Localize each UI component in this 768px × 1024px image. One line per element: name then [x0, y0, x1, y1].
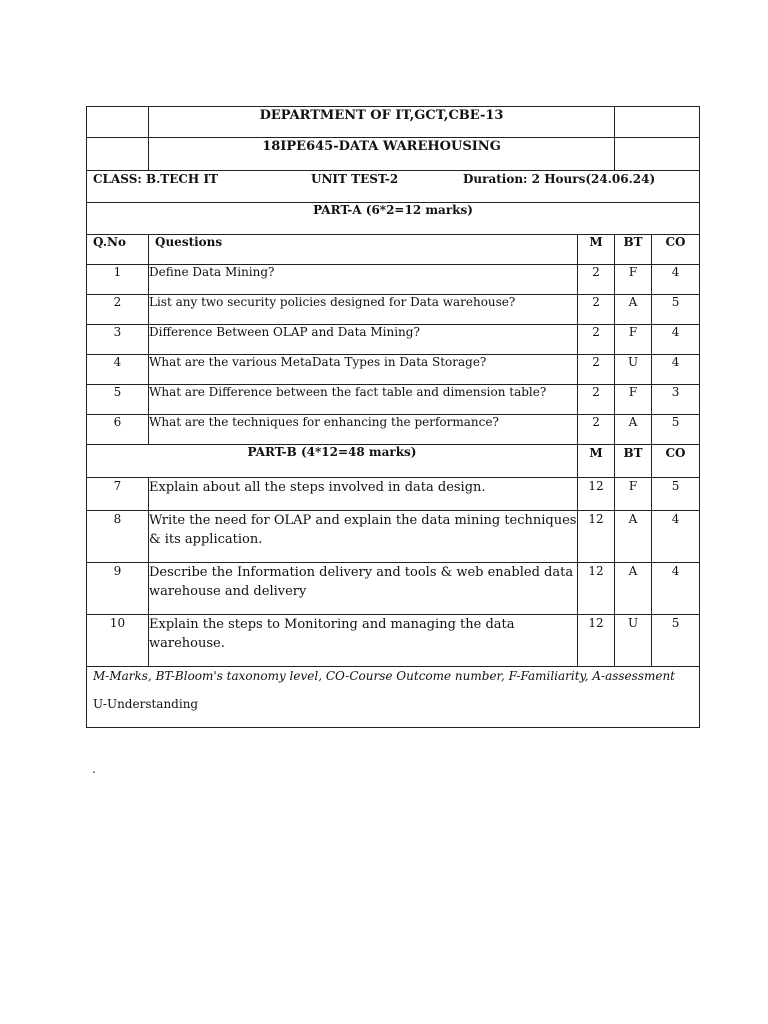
question-paper-table [86, 106, 700, 728]
marks-value: 12 [578, 563, 615, 615]
question-text: Write the need for OLAP and explain the data mining techniques & its application. [149, 511, 578, 563]
marks-value: 12 [578, 615, 615, 667]
table-row [87, 478, 700, 511]
co-value: 4 [652, 355, 700, 385]
column-header-bt: BT [615, 445, 652, 478]
empty-cell [615, 107, 700, 138]
question-number: 8 [87, 511, 149, 563]
legend-abbreviations: M-Marks, BT-Bloom's taxonomy level, CO-Course Outcome number, F-Familiarity, A-assessment [93, 669, 676, 683]
column-header-questions: Questions [149, 235, 578, 265]
column-header-qno: Q.No [87, 235, 149, 265]
class-info-cell [87, 171, 700, 203]
legend-row [87, 667, 700, 728]
class-info-row [87, 171, 700, 203]
question-text: Describe the Information delivery and tools & web enabled data warehouse and delivery [149, 563, 578, 615]
table-row [87, 511, 700, 563]
table-row [87, 325, 700, 355]
co-value: 3 [652, 385, 700, 415]
legend-understanding: U-Understanding [93, 697, 199, 711]
empty-cell [87, 138, 149, 171]
course-row [87, 138, 700, 171]
marks-value: 2 [578, 415, 615, 445]
column-header-bt: BT [615, 235, 652, 265]
table-row [87, 563, 700, 615]
column-header-m: M [578, 235, 615, 265]
marks-value: 12 [578, 478, 615, 511]
co-value: 5 [652, 295, 700, 325]
stray-period: . [92, 762, 96, 776]
part-b-title: PART-B (4*12=48 marks) [87, 445, 578, 478]
co-value: 4 [652, 563, 700, 615]
department-row [87, 107, 700, 138]
part-a-title-row [87, 203, 700, 235]
marks-value: 2 [578, 295, 615, 325]
bt-value: F [615, 265, 652, 295]
marks-value: 12 [578, 511, 615, 563]
question-number: 5 [87, 385, 149, 415]
co-value: 5 [652, 615, 700, 667]
marks-value: 2 [578, 355, 615, 385]
co-value: 5 [652, 478, 700, 511]
bt-value: F [615, 325, 652, 355]
part-a-title: PART-A (6*2=12 marks) [87, 203, 700, 235]
bt-value: U [615, 615, 652, 667]
question-number: 3 [87, 325, 149, 355]
table-row [87, 415, 700, 445]
column-header-m: M [578, 445, 615, 478]
question-text: Define Data Mining? [149, 265, 578, 295]
marks-value: 2 [578, 325, 615, 355]
department-title: DEPARTMENT OF IT,GCT,CBE-13 [149, 107, 615, 138]
table-row [87, 265, 700, 295]
course-title: 18IPE645-DATA WAREHOUSING [149, 138, 615, 171]
co-value: 4 [652, 325, 700, 355]
part-b-title-row [87, 445, 700, 478]
bt-value: F [615, 385, 652, 415]
column-header-co: CO [652, 445, 700, 478]
bt-value: U [615, 355, 652, 385]
part-a-column-header-row [87, 235, 700, 265]
question-number: 10 [87, 615, 149, 667]
question-text: Explain the steps to Monitoring and managing the data warehouse. [149, 615, 578, 667]
co-value: 5 [652, 415, 700, 445]
marks-value: 2 [578, 385, 615, 415]
marks-value: 2 [578, 265, 615, 295]
question-number: 1 [87, 265, 149, 295]
table-row [87, 355, 700, 385]
question-text: List any two security policies designed for Data warehouse? [149, 295, 578, 325]
co-value: 4 [652, 265, 700, 295]
bt-value: A [615, 563, 652, 615]
bt-value: A [615, 415, 652, 445]
question-number: 7 [87, 478, 149, 511]
duration-label: Duration: 2 Hours(24.06.24) [463, 172, 656, 186]
table-row [87, 385, 700, 415]
column-header-co: CO [652, 235, 700, 265]
question-number: 9 [87, 563, 149, 615]
empty-cell [615, 138, 700, 171]
legend-cell [87, 667, 700, 728]
question-text: What are Difference between the fact table and dimension table? [149, 385, 578, 415]
question-text: Difference Between OLAP and Data Mining? [149, 325, 578, 355]
question-number: 4 [87, 355, 149, 385]
test-label: UNIT TEST-2 [311, 172, 399, 186]
question-text: What are the techniques for enhancing the performance? [149, 415, 578, 445]
question-number: 6 [87, 415, 149, 445]
table-row [87, 615, 700, 667]
table-row [87, 295, 700, 325]
bt-value: F [615, 478, 652, 511]
question-text: Explain about all the steps involved in data design. [149, 478, 578, 511]
question-text: What are the various MetaData Types in Data Storage? [149, 355, 578, 385]
bt-value: A [615, 295, 652, 325]
bt-value: A [615, 511, 652, 563]
empty-cell [87, 107, 149, 138]
co-value: 4 [652, 511, 700, 563]
question-number: 2 [87, 295, 149, 325]
class-label: CLASS: B.TECH IT [93, 172, 218, 186]
